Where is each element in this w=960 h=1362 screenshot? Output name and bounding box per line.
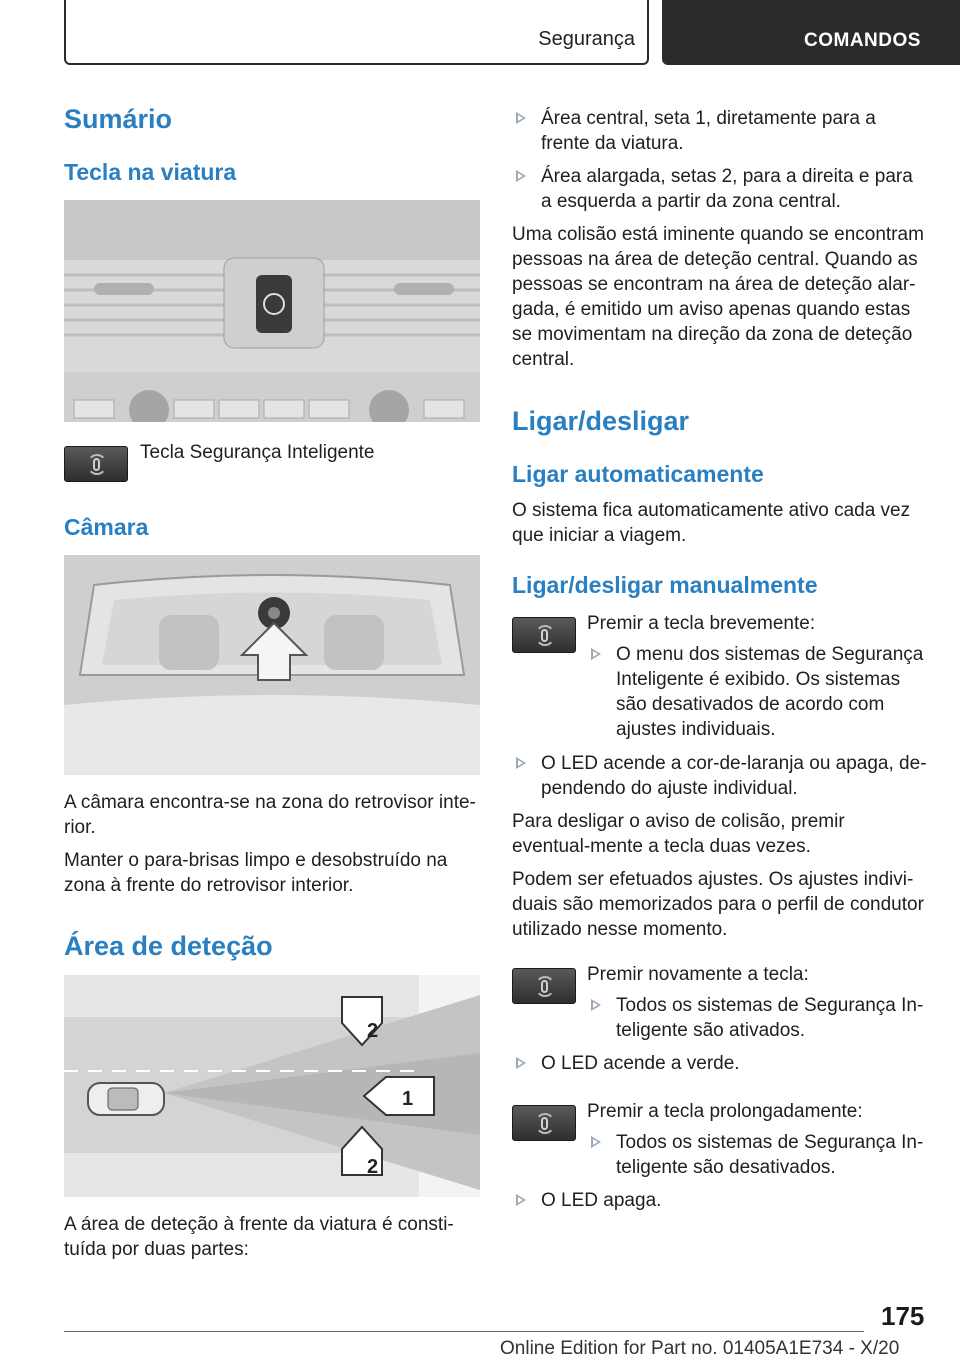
bullet-triangle-icon bbox=[516, 757, 526, 769]
manual-heading: Ligar/desligar manualmente bbox=[512, 572, 818, 598]
area-heading: Área de deteção bbox=[64, 931, 273, 961]
page-number: 175 bbox=[881, 1301, 925, 1331]
camera-text-1: A câmara encontra-se na zona do retrovisor inte-rior. bbox=[64, 792, 476, 838]
led-green-bullet: O LED acende a verde. bbox=[512, 1051, 928, 1076]
auto-heading: Ligar automaticamente bbox=[512, 461, 764, 487]
area-bullet-1: Área central, seta 1, diretamente para a frente da viatura. bbox=[512, 106, 928, 156]
footer-edition: Online Edition for Part no. 01405A1E734 - X/20 bbox=[500, 1338, 900, 1359]
arrow-label-2-bottom: 2 bbox=[367, 1156, 379, 1178]
arrow-label-2-top: 2 bbox=[367, 1020, 379, 1042]
bullet-triangle-icon bbox=[516, 112, 526, 124]
bullet-triangle-icon bbox=[591, 1136, 601, 1148]
press-long-bullet: Todos os sistemas de Segurança In-teligente são desativados. bbox=[587, 1130, 932, 1180]
header-section-label: Segurança bbox=[538, 28, 635, 50]
detection-area-illustration bbox=[64, 975, 480, 1197]
bullet-triangle-icon bbox=[591, 648, 601, 660]
press-short-bullet: O menu dos sistemas de Segurança Inteligente é exibido. Os sistemas são desativados de acordo com ajustes individuais. bbox=[587, 642, 932, 742]
press-long-text: Premir a tecla prolongadamente: bbox=[587, 1101, 863, 1122]
led-orange-bullet: O LED acende a cor-de-laranja ou apaga, de-pendendo do ajuste individual. bbox=[512, 751, 928, 801]
footer-divider bbox=[64, 1331, 864, 1332]
auto-text: O sistema fica automaticamente ativo cada vez que iniciar a viagem. bbox=[512, 500, 911, 546]
header-section-tab bbox=[64, 0, 649, 65]
press-again-bullet: Todos os sistemas de Segurança In-teligente são ativados. bbox=[587, 993, 932, 1043]
camera-image bbox=[64, 555, 480, 775]
settings-text: Podem ser efetuados ajustes. Os ajustes indivi-duais são memorizados para o perfil de condutor utilizado nesse momento. bbox=[512, 869, 924, 940]
header-chapter-label: COMANDOS bbox=[804, 30, 921, 51]
key-heading: Tecla na viatura bbox=[64, 159, 237, 185]
safety-key-icon bbox=[512, 617, 576, 653]
led-off-bullet: O LED apaga. bbox=[512, 1188, 928, 1213]
summary-heading: Sumário bbox=[64, 104, 173, 134]
safety-key-icon bbox=[512, 1105, 576, 1141]
safety-key-icon bbox=[512, 968, 576, 1004]
collision-text: Uma colisão está iminente quando se encontram pessoas na área de deteção central. Quando as pessoas se encontram na área de deteção alar-gada, é emitido um aviso apenas quando estas se movimentam na direção da zona de deteção central. bbox=[512, 224, 924, 370]
onoff-heading: Ligar/desligar bbox=[512, 406, 690, 436]
dashboard-key-image bbox=[64, 200, 480, 422]
area-text: A área de deteção à frente da viatura é consti-tuída por duas partes: bbox=[64, 1214, 454, 1260]
arrow-label-1: 1 bbox=[402, 1088, 414, 1110]
header-chapter-tab bbox=[662, 0, 960, 65]
bullet-triangle-icon bbox=[516, 170, 526, 182]
camera-text-2: Manter o para-brisas limpo e desobstruído na zona à frente do retrovisor interior. bbox=[64, 850, 448, 896]
bullet-triangle-icon bbox=[516, 1057, 526, 1069]
press-again-text: Premir novamente a tecla: bbox=[587, 964, 809, 985]
detection-area-diagram bbox=[64, 975, 480, 1197]
camera-heading: Câmara bbox=[64, 514, 149, 540]
windshield-illustration bbox=[64, 555, 480, 775]
dashboard-illustration bbox=[64, 200, 480, 422]
press-short-text: Premir a tecla brevemente: bbox=[587, 613, 816, 634]
area-bullet-2: Área alargada, setas 2, para a direita e para a esquerda a partir da zona central. bbox=[512, 164, 928, 214]
key-caption: Tecla Segurança Inteligente bbox=[140, 442, 375, 463]
safety-key-icon bbox=[64, 446, 128, 482]
bullet-triangle-icon bbox=[591, 999, 601, 1011]
disable-warning-text: Para desligar o aviso de colisão, premir eventual-mente a tecla duas vezes. bbox=[512, 811, 845, 857]
bullet-triangle-icon bbox=[516, 1194, 526, 1206]
